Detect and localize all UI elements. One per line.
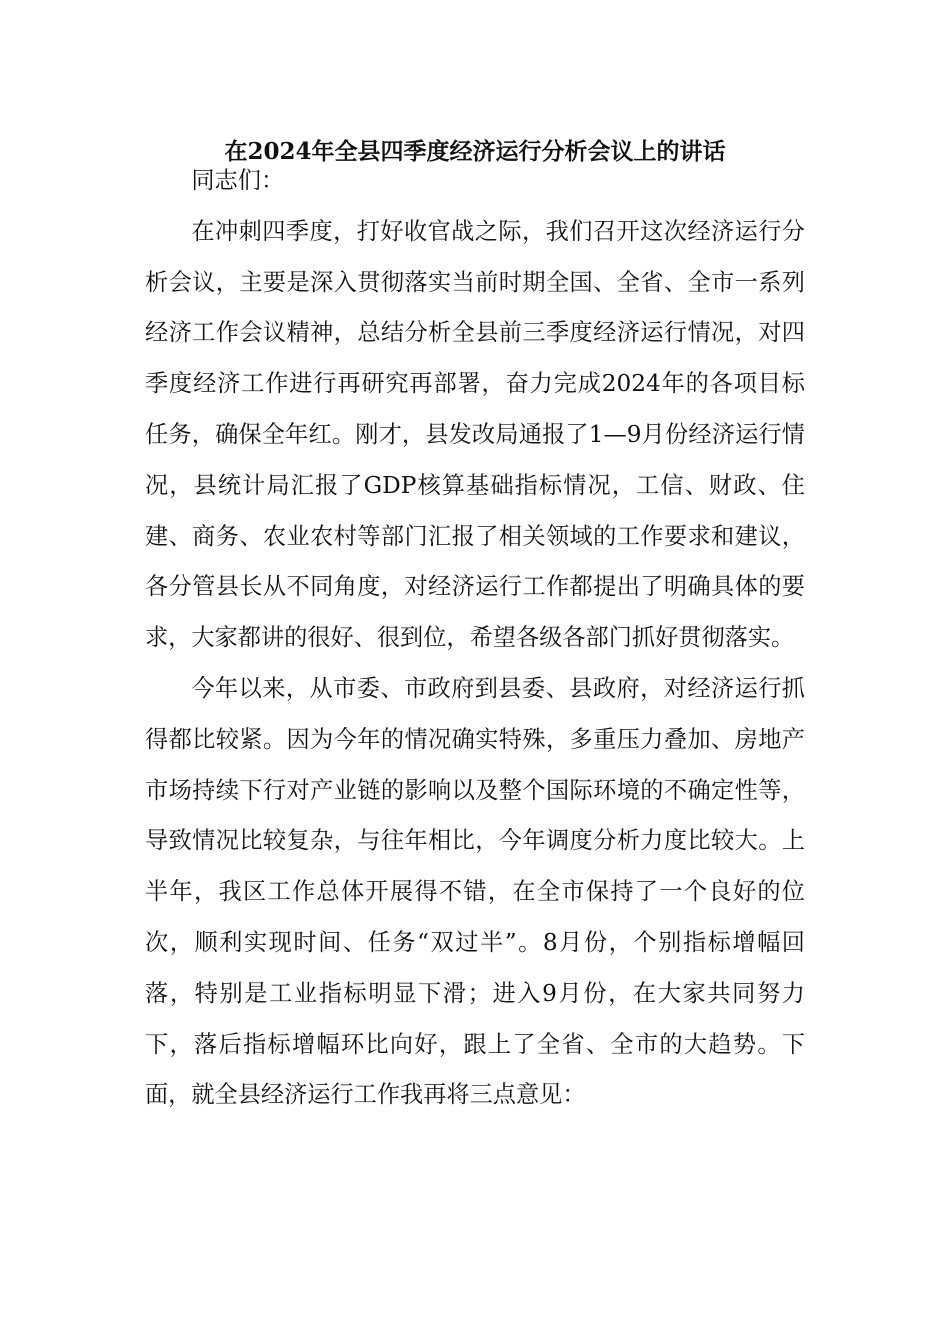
document-body [145,156,805,1121]
paragraph-1: 在冲刺四季度，打好收官战之际，我们召开这次经济运行分析会议，主要是深入贯彻落实当前时期全国、全省、全市一系列经济工作会议精神，总结分析全县前三季度经济运行情况，对四季度经济工作进行再研究再部署，奋力完成2024年的各项目标任务，确保全年红。刚才，县发改局通报了1—9月份经济运行情况，县统计局汇报了GDP核算基础指标情况，工信、财政、住建、商务、农业农村等部门汇报了相关领域的工作要求和建议，各分管县长从不同角度，对经济运行工作都提出了明确具体的要求，大家都讲的很好、很到位，希望各级各部门抓好贯彻落实。 [145,217,805,652]
salutation: 同志们： [191,167,285,194]
document-title: 在2024年全县四季度经济运行分析会议上的讲话 [224,138,726,165]
paragraph-2: 今年以来，从市委、市政府到县委、县政府，对经济运行抓得都比较紧。因为今年的情况确实特殊，多重压力叠加、房地产市场持续下行对产业链的影响以及整个国际环境的不确定性等，导致情况比较复杂，与往年相比，今年调度分析力度比较大。上半年，我区工作总体开展得不错，在全市保持了一个良好的位次，顺利实现时间、任务“双过半”。8月份，个别指标增幅回落，特别是工业指标明显下滑；进入9月份，在大家共同努力下，落后指标增幅环比向好，跟上了全省、全市的大趋势。下面，就全县经济运行工作我再将三点意见： [145,674,805,1109]
